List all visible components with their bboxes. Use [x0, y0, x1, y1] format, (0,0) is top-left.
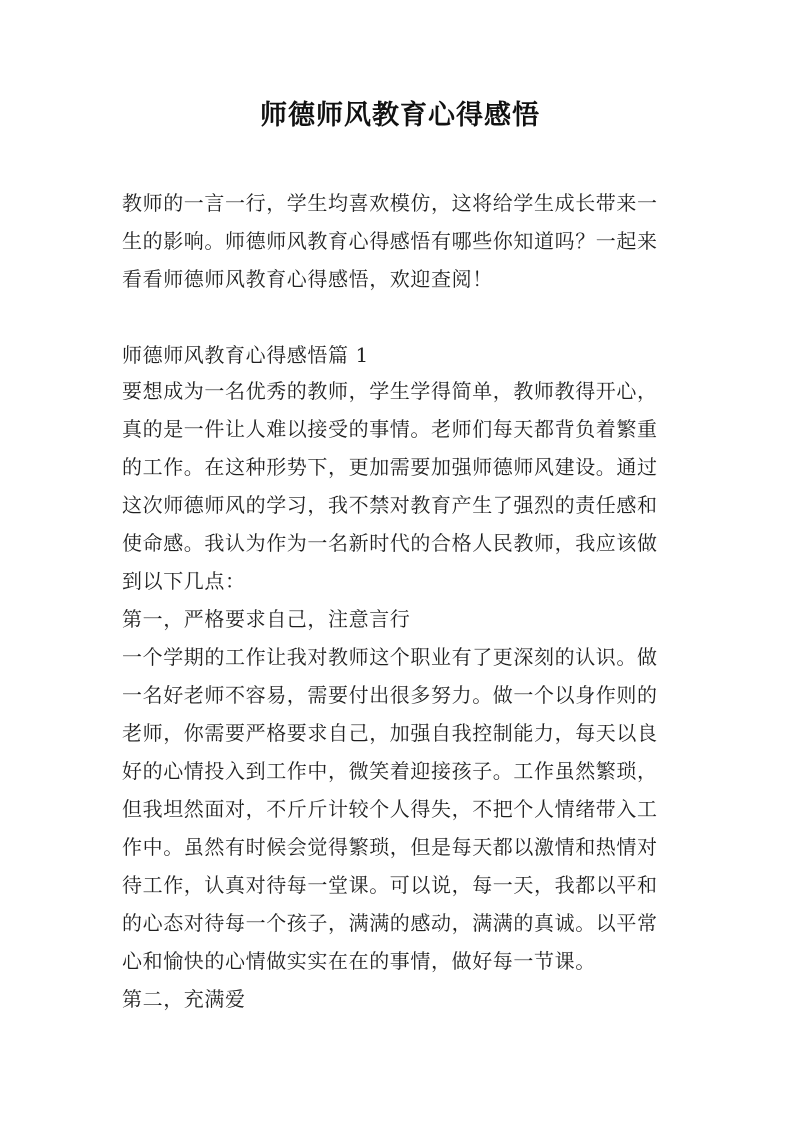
intro-line: 看看师德师风教育心得感悟，欢迎查阅！: [122, 267, 493, 291]
point-heading: 第二，充满爱: [122, 987, 246, 1011]
paragraph-line: 一个学期的工作让我对教师这个职业有了更深刻的认识。做: [122, 645, 658, 669]
paragraph-line: 真的是一件让人难以接受的事情。老师们每天都背负着繁重: [122, 417, 658, 441]
paragraph-line: 好的心情投入到工作中，微笑着迎接孩子。工作虽然繁琐，: [122, 759, 658, 783]
point-heading: 第一，严格要求自己，注意言行: [122, 607, 411, 631]
paragraph-line: 这次师德师风的学习，我不禁对教育产生了强烈的责任感和: [122, 493, 658, 517]
paragraph-line: 的心态对待每一个孩子，满满的感动，满满的真诚。以平常: [122, 911, 658, 935]
paragraph-line: 待工作，认真对待每一堂课。可以说，每一天，我都以平和: [122, 873, 658, 897]
intro-line: 生的影响。师德师风教育心得感悟有哪些你知道吗？一起来: [122, 229, 658, 253]
paragraph-line: 心和愉快的心情做实实在在的事情，做好每一节课。: [122, 949, 596, 973]
paragraph-line: 到以下几点：: [122, 569, 246, 593]
paragraph-line: 的工作。在这种形势下，更加需要加强师德师风建设。通过: [122, 455, 658, 479]
paragraph-line: 使命感。我认为作为一名新时代的合格人民教师，我应该做: [122, 531, 658, 555]
paragraph-line: 一名好老师不容易，需要付出很多努力。做一个以身作则的: [122, 683, 658, 707]
paragraph-line: 要想成为一名优秀的教师，学生学得简单，教师教得开心，: [122, 379, 658, 403]
paragraph-line: 作中。虽然有时候会觉得繁琐，但是每天都以激情和热情对: [122, 835, 658, 859]
intro-line: 教师的一言一行，学生均喜欢模仿，这将给学生成长带来一: [122, 191, 658, 215]
paragraph-line: 但我坦然面对，不斤斤计较个人得失，不把个人情绪带入工: [122, 797, 658, 821]
section-heading: 师德师风教育心得感悟篇 1: [122, 343, 369, 367]
paragraph-line: 老师，你需要严格要求自己，加强自我控制能力，每天以良: [122, 721, 658, 745]
document-title: 师德师风教育心得感悟: [260, 100, 540, 131]
